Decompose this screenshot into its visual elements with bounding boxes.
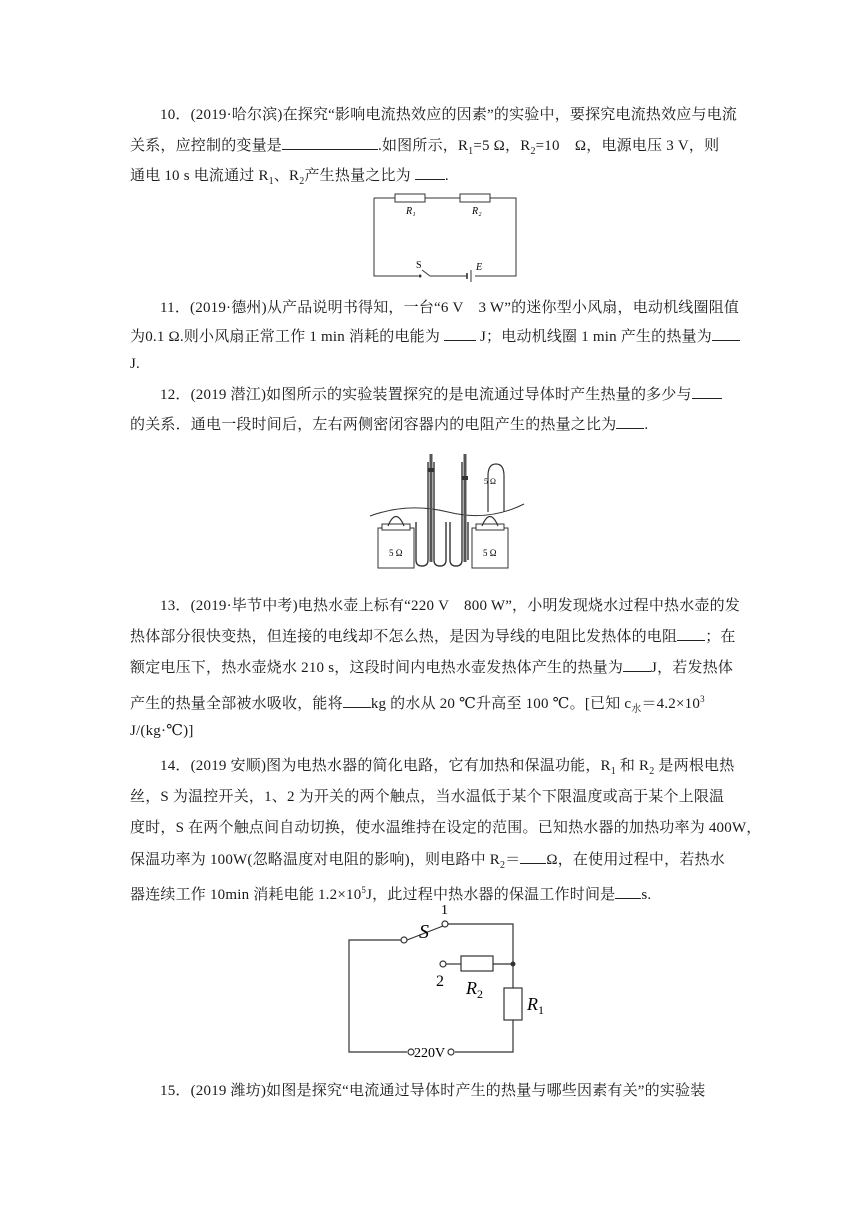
q13-blank-1[interactable] [677,626,705,641]
battery-label: E [476,262,483,273]
outside-resistor-loop [488,464,504,512]
q13-line-2: 热体部分很快变热，但连接的电线却不怎么热，是因为导线的电阻比发热体的电阻 ；在 [130,626,730,647]
q14-circuit-diagram [345,900,565,1060]
q11-line-3: J. [130,356,140,372]
q12-apparatus-diagram [368,452,528,572]
q14-line-1: 14．(2019 安顺)图为电热水器的简化电路，它有加热和保温功能，$R_1$ 和 $R_2$ 是两根电热 [160,758,735,777]
q10-line-2: 关系，应控制的变量是 .如图所示，$R_1=5$ Ω，$R_2=10$ Ω，电源电压 3 V，则 [130,135,730,162]
r2-label: R₂ [472,206,482,217]
terminal-right [448,1049,454,1055]
contact-2 [440,961,446,967]
r2-resistor [460,194,490,202]
q10-circuit-diagram [370,192,520,282]
q12-line-1: 12．(2019 潜江)如图所示的实验装置探究的是电流通过导体时产生热量的多少与 [160,384,760,405]
switch-blade [422,270,430,276]
junction-dot [511,962,516,967]
contact-1-label: 1 [441,903,448,918]
q10-blank-2[interactable] [415,165,445,180]
switch-label: S [419,921,429,943]
r1-label: $R_1$ [527,994,544,1017]
switch-label: S [416,260,422,271]
q13-line-3: 额定电压下，热水壶烧水 210 s，这段时间内电热水壶发热体产生的热量为 J，若发热体 [130,657,730,678]
contact-2-label: 2 [436,973,444,990]
q11-line-1: 11．(2019·德州)从产品说明书得知，一台“6 V 3 W”的迷你型小风扇，电动机线圈阻值 [160,300,740,316]
left-resistor-label: 5 Ω [389,548,403,558]
q12-blank-1[interactable] [692,384,722,399]
q10-blank-1[interactable] [282,135,378,150]
r1-label: R₁ [406,206,416,217]
q14-blank-2[interactable] [615,884,641,899]
q10-line-3: 通电 10 s 电流通过 $R_1$、$R_2$产生热量之比为 . [130,165,730,192]
q15-line-1: 15．(2019 潍坊)如图是探究“电流通过导体时产生的热量与哪些因素有关”的实验装 [160,1083,706,1099]
q13-line-5: J/(kg·℃)] [130,723,194,739]
q13-line-4: 产生的热量全部被水吸收，能将 kg 的水从 20 ℃升高至 100 ℃。[已知 $c_水=4.2\times 10^3$ [130,694,705,715]
r2-label: $R_2$ [466,978,483,1001]
q14-blank-1[interactable] [520,849,546,864]
switch-pivot [401,937,407,943]
r1-resistor [395,194,425,202]
q14-line-2: 丝，S 为温控开关，1、2 为开关的两个触点，当水温低于某个下限温度或高于某个上限温 [130,789,725,805]
q14-line-4: 保温功率为 100W(忽略温度对电阻的影响)，则电路中 $R_2= \Omega$，在使用过程中，若热水 [130,849,730,876]
outside-resistor-label: 5 Ω [484,477,496,486]
q14-line-5: 器连续工作 10min 消耗电能 $1.2\times 10^5J$，此过程中热水器的保温工作时间是 s. [130,885,652,903]
contact-1 [442,921,448,927]
right-resistor-label: 5 Ω [483,548,497,558]
q11-blank-1[interactable] [444,326,476,341]
q12-blank-2[interactable] [616,414,644,429]
r1-resistor [504,988,522,1020]
q13-blank-3[interactable] [343,693,371,708]
voltage-label: 220V [414,1046,446,1060]
r2-resistor [461,956,493,971]
q14-line-3: 度时，S 在两个触点间自动切换，使水温维持在设定的范围。已知热水器的加热功率为 400W， [130,820,762,836]
q10-line-1: 10．(2019·哈尔滨)在探究“影响电流热效应的因素”的实验中，要探究电流热效应与电流 [160,107,738,123]
q12-line-2: 的关系．通电一段时间后，左右两侧密闭容器内的电阻产生的热量之比为 . [130,414,730,435]
q11-blank-2[interactable] [712,326,740,341]
q11-line-2: 为0.1 Ω.则小风扇正常工作 1 min 消耗的电能为 J；电动机线圈 1 min 产生的热量为 [130,326,730,347]
q13-line-1: 13．(2019·毕节中考)电热水壶上标有“220 V 800 W”，小明发现烧水过程中热水壶的发 [160,598,741,614]
q13-blank-2[interactable] [623,657,651,672]
